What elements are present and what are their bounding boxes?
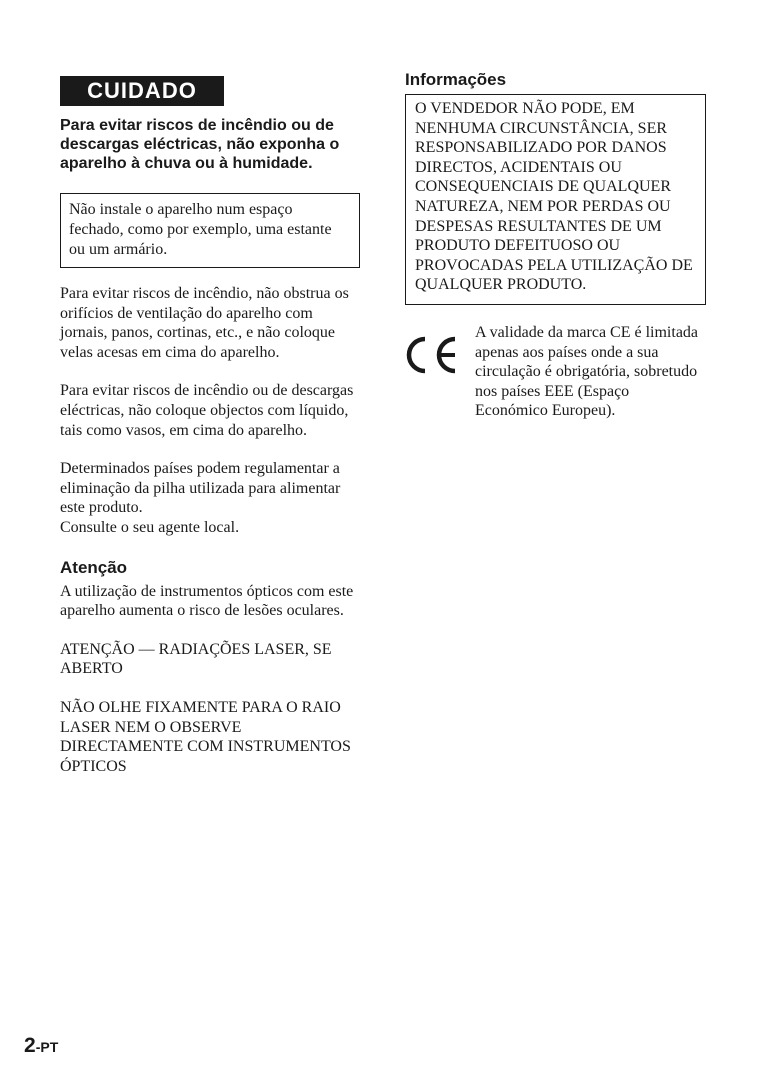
fire-shock-warning: Para evitar riscos de incêndio ou de descargas eléctricas, não exponha o aparelho à chuva ou à humidade. xyxy=(60,117,340,172)
left-column xyxy=(60,76,360,776)
disclaimer-box: O VENDEDOR NÃO PODE, EM NENHUMA CIRCUNSTÂNCIA, SER RESPONSABILIZADO POR DANOS DIRECTOS, ACIDENTAIS OU CONSEQUENCIAIS DE QUALQUER NATUREZA, NEM POR PERDAS OU DESPESAS RESULTANTES DE UM PRODUTO DEFEITUOSO OU PROVOCADAS PELA UTILIZAÇÃO DE QUALQUER PRODUTO. xyxy=(405,94,706,305)
caution-banner: CUIDADO xyxy=(60,76,224,106)
battery-regulation-text: Determinados países podem regulamentar a eliminação da pilha utilizada para alimentar este produto. xyxy=(60,460,341,517)
optical-risk-paragraph: A utilização de instrumentos ópticos com este aparelho aumenta o risco de lesões oculares. xyxy=(60,582,354,620)
page-number-digit: 2 xyxy=(24,1034,36,1057)
laser-radiation-warning: ATENÇÃO — RADIAÇÕES LASER, SE ABERTO xyxy=(60,640,332,678)
installation-note-box: Não instale o aparelho num espaço fechado, como por exemplo, uma estante ou um armário. xyxy=(60,193,360,268)
right-column xyxy=(405,70,705,421)
liquid-paragraph: Para evitar riscos de incêndio ou de descargas eléctricas, não coloque objectos com líquido, tais como vasos, em cima do aparelho. xyxy=(60,382,354,439)
battery-paragraph xyxy=(60,459,360,537)
laser-beam-instruction: NÃO OLHE FIXAMENTE PARA O RAIO LASER NEM O OBSERVE DIRECTAMENTE COM INSTRUMENTOS ÓPTICOS xyxy=(60,698,351,775)
info-heading: Informações xyxy=(405,70,507,89)
consult-agent-text: Consulte o seu agente local. xyxy=(60,518,240,536)
ventilation-paragraph: Para evitar riscos de incêndio, não obstrua os orifícios de ventilação do aparelho com jornais, panos, cortinas, etc., e não coloque velas acesas em cima do aparelho. xyxy=(60,285,349,361)
ce-mark-icon xyxy=(405,335,463,375)
ce-section xyxy=(405,323,705,421)
page-language-suffix: -PT xyxy=(35,1039,59,1055)
ce-validity-text: A validade da marca CE é limitada apenas aos países onde a sua circulação é obrigatória, sobretudo nos países EEE (Espaço Económico Europeu). xyxy=(475,323,699,420)
page-number xyxy=(24,1034,58,1058)
atencao-heading: Atenção xyxy=(60,557,128,577)
